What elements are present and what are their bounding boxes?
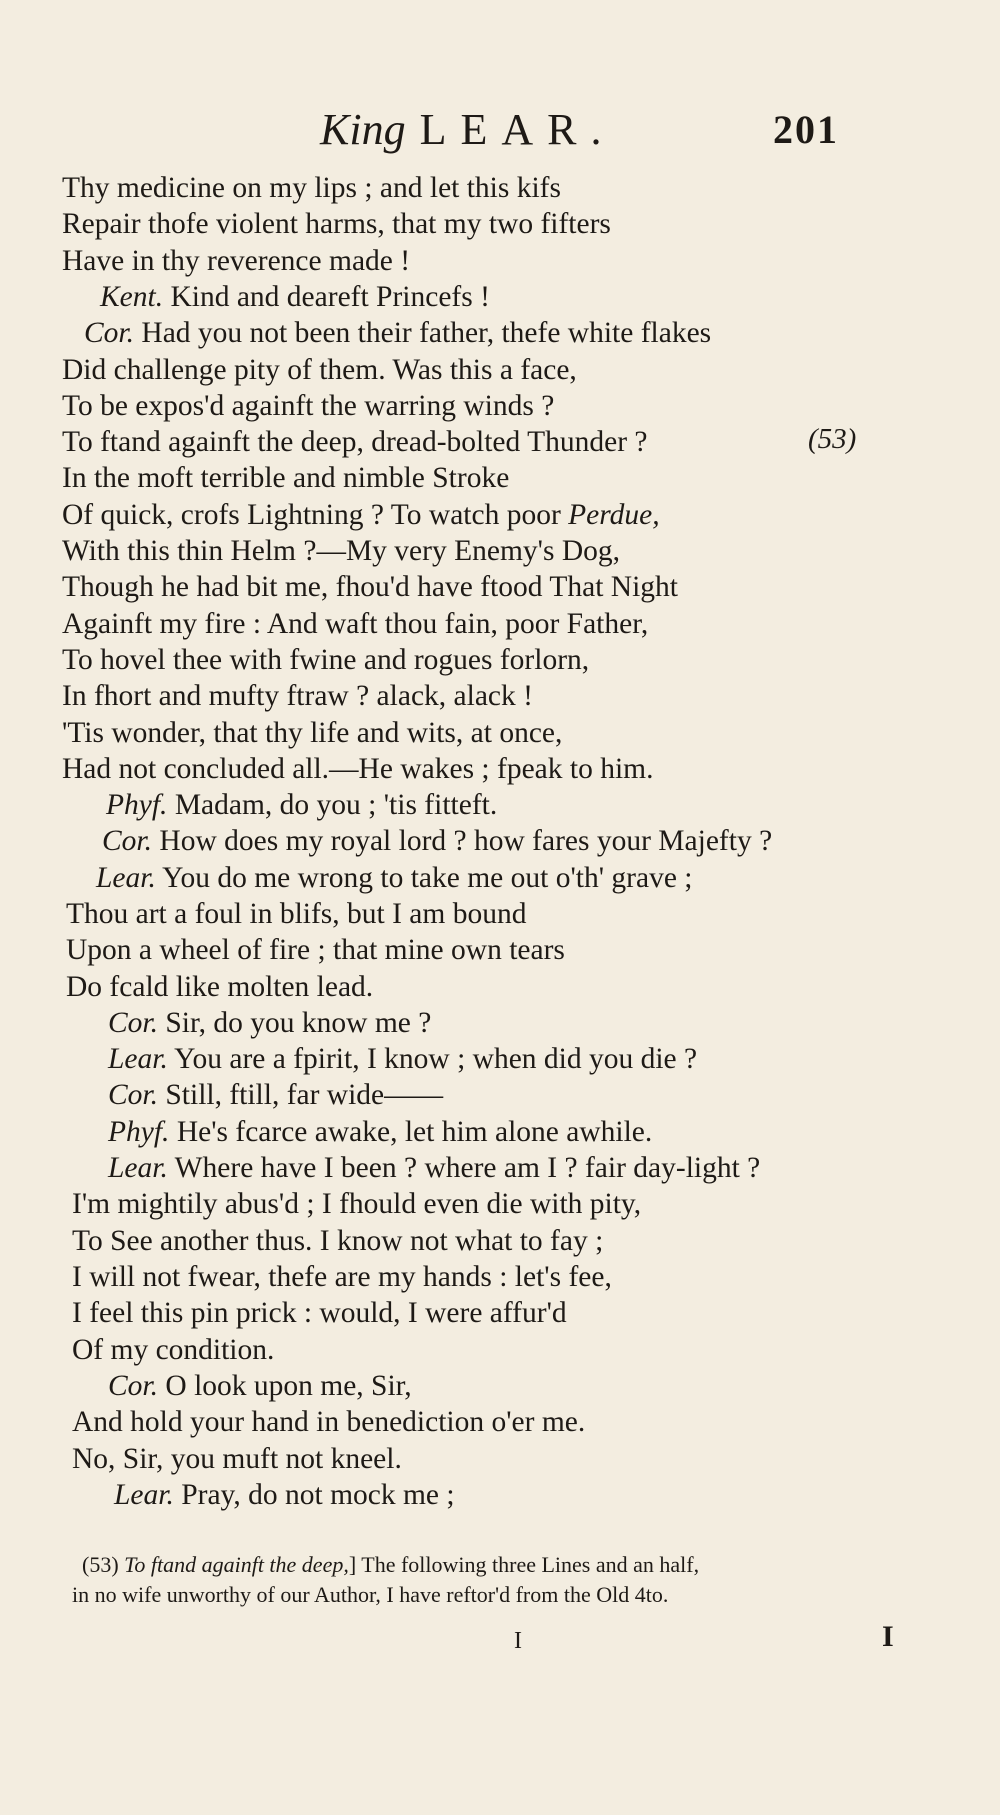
line-text: Do fcald like molten lead. [66, 971, 374, 1003]
line-text: To ftand againft the deep, dread-bolted Thunder ? [62, 426, 648, 458]
title-caps: LEAR. [419, 105, 616, 154]
text-line [108, 1077, 443, 1113]
speaker-name: Cor. [108, 1007, 159, 1039]
text-line [62, 569, 678, 605]
line-text: Did challenge pity of them. Was this a face, [62, 354, 577, 386]
text-line [66, 896, 526, 932]
text-line [62, 497, 660, 533]
speaker-name: Lear. [108, 1152, 168, 1184]
line-text: I will not fwear, thefe are my hands : let's fee, [72, 1261, 612, 1293]
text-line [108, 1368, 412, 1404]
line-text: I'm mightily abus'd ; I fhould even die with pity, [72, 1188, 642, 1220]
italic-word: Perdue, [568, 499, 660, 531]
footnote [72, 1550, 922, 1610]
text-line [108, 1114, 652, 1150]
footnote-line-2: in no wife unworthy of our Author, I have reftor'd from the Old 4to. [72, 1582, 669, 1607]
text-line [106, 787, 497, 823]
page-number: 201 [773, 107, 839, 152]
speaker-name: Kent. [100, 281, 164, 313]
running-header [0, 104, 1000, 164]
text-line [66, 969, 373, 1005]
text-line [62, 751, 653, 787]
text-line [62, 678, 533, 714]
text-line [62, 388, 554, 424]
text-line [72, 1295, 567, 1331]
title-italic: King [320, 105, 406, 154]
footnote-line-1 [82, 1550, 922, 1580]
text-line [62, 243, 410, 279]
line-text: To be expos'd againft the warring winds ? [62, 390, 555, 422]
line-text: And hold your hand in benediction o'er me. [72, 1406, 586, 1438]
line-text: Where have I been ? where am I ? fair day-light ? [167, 1152, 761, 1184]
text-line [72, 1259, 612, 1295]
text-line [84, 315, 711, 351]
text-line [62, 642, 589, 678]
line-text: O look upon me, Sir, [158, 1370, 412, 1402]
text-line [62, 352, 577, 388]
line-text: Of quick, crofs Lightning ? To watch poor [62, 499, 569, 531]
line-text: You are a fpirit, I know ; when did you die ? [167, 1043, 698, 1075]
text-line [96, 860, 693, 896]
line-text: Madam, do you ; 'tis fitteft. [167, 789, 498, 821]
speaker-name: Phyf. [108, 1116, 170, 1148]
text-line [62, 606, 648, 642]
line-text: You do me wrong to take me out o'th' grave ; [155, 862, 693, 894]
speaker-name: Cor. [102, 825, 153, 857]
text-line [72, 1332, 274, 1368]
running-title [320, 104, 615, 155]
catchword: I [514, 1628, 522, 1654]
line-text: Have in thy reverence made ! [62, 245, 411, 277]
text-line [114, 1477, 455, 1513]
speaker-name: Cor. [84, 317, 135, 349]
text-line [62, 715, 562, 751]
line-text: Upon a wheel of fire ; that mine own tears [66, 934, 565, 966]
text-line [62, 170, 561, 206]
line-text: Sir, do you know me ? [158, 1007, 432, 1039]
line-text: I feel this pin prick : would, I were affur'd [72, 1297, 567, 1329]
text-line [72, 1186, 641, 1222]
text-line [100, 279, 490, 315]
line-text: In the moft terrible and nimble Stroke [62, 462, 510, 494]
line-text: He's fcarce awake, let him alone awhile. [169, 1116, 653, 1148]
line-text: Thou art a foul in blifs, but I am bound [66, 898, 527, 930]
footnote-quote: To ftand againft the deep, [124, 1552, 349, 1577]
line-text: To hovel thee with fwine and rogues forlorn, [62, 644, 590, 676]
speaker-name: Lear. [108, 1043, 168, 1075]
line-text: Kind and deareft Princefs ! [163, 281, 490, 313]
line-text: Againft my fire : And waft thou fain, poor Father, [62, 608, 649, 640]
footnote-text: ] The following three Lines and an half, [348, 1552, 700, 1577]
line-text: Had you not been their father, thefe white flakes [134, 317, 712, 349]
speaker-name: Lear. [96, 862, 156, 894]
line-text: How does my royal lord ? how fares your Majefty ? [152, 825, 773, 857]
signature-mark: I [882, 1620, 894, 1653]
text-line [66, 932, 565, 968]
text-line [62, 206, 611, 242]
text-line [62, 533, 620, 569]
line-text: Pray, do not mock me ; [173, 1479, 455, 1511]
line-text: No, Sir, you muft not kneel. [72, 1443, 402, 1475]
line-text: In fhort and mufty ftraw ? alack, alack ! [62, 680, 533, 712]
line-text: Repair thofe violent harms, that my two fifters [62, 208, 611, 240]
line-text: Still, ftill, far wide—— [158, 1079, 444, 1111]
line-text: To See another thus. I know not what to fay ; [72, 1225, 604, 1257]
text-line [108, 1150, 760, 1186]
line-text: Thy medicine on my lips ; and let this kifs [62, 172, 561, 204]
text-line [62, 424, 648, 460]
speaker-name: Cor. [108, 1370, 159, 1402]
speaker-name: Lear. [114, 1479, 174, 1511]
speaker-name: Cor. [108, 1079, 159, 1111]
line-text: Had not concluded all.—He wakes ; fpeak to him. [62, 753, 654, 785]
footnote-number: (53) [82, 1552, 119, 1577]
text-line [108, 1041, 697, 1077]
margin-note-reference: (53) [808, 423, 857, 455]
line-text: With this thin Helm ?—My very Enemy's Dog, [62, 535, 621, 567]
text-line [72, 1441, 402, 1477]
text-line [62, 460, 509, 496]
line-text: Though he had bit me, fhou'd have ftood That Night [62, 571, 678, 603]
text-line [72, 1404, 585, 1440]
text-line [72, 1223, 603, 1259]
line-text: 'Tis wonder, that thy life and wits, at once, [62, 717, 563, 749]
line-text: Of my condition. [72, 1334, 275, 1366]
text-line [102, 823, 772, 859]
text-line [108, 1005, 431, 1041]
speaker-name: Phyf. [106, 789, 168, 821]
